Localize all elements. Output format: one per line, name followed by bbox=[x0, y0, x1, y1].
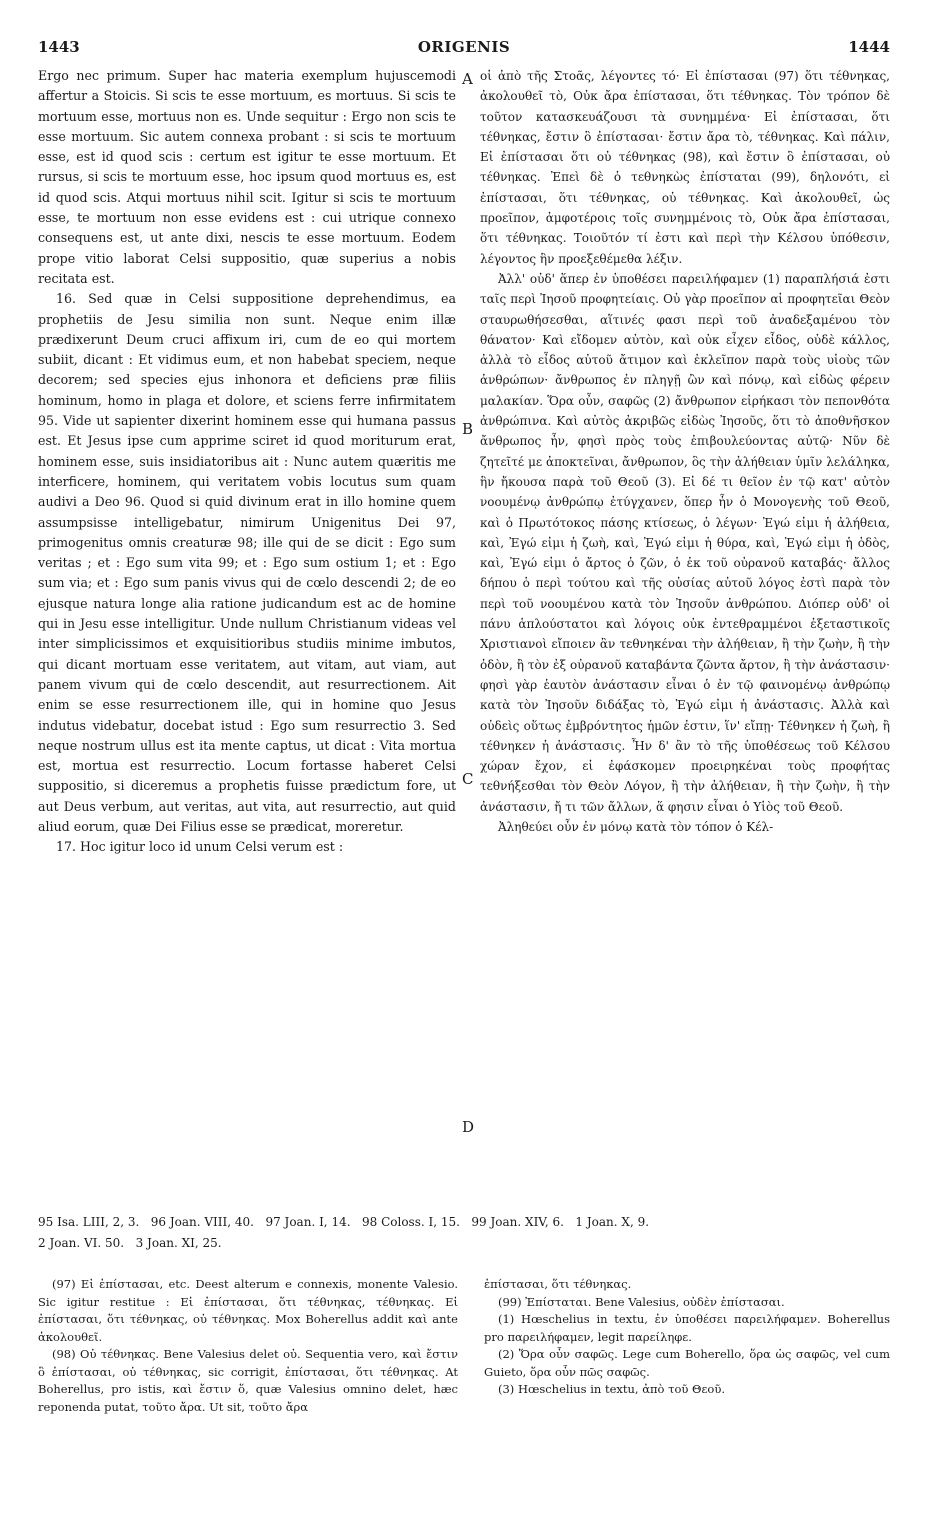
section-marker-d: D bbox=[462, 1118, 475, 1136]
footnote-continuation: ἐπίστασαι, ὅτι τέθνηκας. bbox=[484, 1277, 632, 1291]
running-title: ORIGENIS bbox=[417, 38, 511, 56]
latin-paragraph-1: Ergo nec primum. Super hac materia exemplum hujuscemodi affertur a Stoicis. Si scis te esse mortuum, es mortuus. Si scis te mortuum esse, mortuus non es. Unde sequitur : Ergo non scis te esse mortuum. Sic autem connexa probant : si scis te mortuum esse, est id quod scis : certum est igitur te esse mortuum. Et rursus, si scis te mortuum esse, hoc ipsum quod mortuus es, est id quod scis. Atqui mortuus nihil scit. Igitur si scis te mortuum esse, te mortuum non esse evidens est : cui utrique connexo consequens est, ut ante dixi, nescis te esse mortuum. Eodem prope vitio laborat Celsi suppositio, quæ superius a nobis recitata est. bbox=[38, 68, 456, 286]
footnote: (99) Ἐπίσταται. Bene Valesius, οὐδὲν ἐπίστασαι. bbox=[498, 1294, 785, 1309]
footnote: (3) Hœschelius in textu, ἀπὸ τοῦ Θεοῦ. bbox=[498, 1382, 726, 1396]
footnote: (98) Οὐ τέθνηκας. Bene Valesius delet οὐ. Sequentia vero, καὶ ἔστιν ὃ ἐπίστασαι, οὐ τέθνηκας, sic corrigit, ἐπίστασαι, ὅτι τέθνηκας. At Boherellus, pro istis, καὶ ἔστιν ὅ, quæ Valesius omnino delet, hæc reponenda putat, τοῦτο ἄρα. Ut sit, τοῦτο ἄρα bbox=[38, 1347, 458, 1414]
greek-paragraph-3: Ἀληθεύει οὖν ἐν μόνῳ κατὰ τὸν τόπον ὁ Κέλ- bbox=[498, 819, 774, 834]
reference-item: 97 Joan. I, 14. bbox=[265, 1215, 351, 1229]
latin-column bbox=[38, 66, 456, 1198]
footnote: (2) Ὅρα οὖν σαφῶς. Lege cum Boherello, ὅρα ὡς σαφῶς, vel cum Guieto, ὅρα οὖν πῶς σαφῶς. bbox=[484, 1347, 890, 1379]
footnotes-left bbox=[38, 1276, 458, 1516]
page-number-left: 1443 bbox=[38, 38, 80, 56]
page-header bbox=[38, 38, 890, 62]
greek-paragraph-1: οἱ ἀπὸ τῆς Στοᾶς, λέγοντες τό· Εἰ ἐπίστασαι (97) ὅτι τέθνηκας, ἀκολουθεῖ τὸ, Οὐκ ἄρα ἐπίστασαι, ὅτι τέθνηκας. Τὸν τρόπον δὲ τοῦτον κατασκευάζουσι τὰ συνημμένα· Εἰ ἐπίστασαι, ὅτι τέθνηκας, ἔστιν ὃ ἐπίστασαι· ἔστιν ἄρα τὸ, τέθνηκας. Καὶ πάλιν, Εἰ ἐπίστασαι ὅτι οὐ τέθνηκας (98), καὶ ἔστιν ὃ ἐπίστασαι, οὐ τέθνηκας. Ἐπεὶ δὲ ὁ τεθνηκὼς ἐπίσταται (99), δηλονότι, εἰ ἐπίστασαι, ὅτι τέθνηκας, οὐ τέθνηκας. Καὶ ἀκολουθεῖ, ὡς προεῖπον, ἀμφοτέροις τοῖς συνημμένοις τὸ, Οὐκ ἄρα ἐπίστασαι, ὅτι τέθνηκας. Τοιοῦτόν τί ἐστι καὶ περὶ τὴν Κέλσου ὑπόθεσιν, λέγοντος ἣν προεξεθέμεθα λέξιν. bbox=[480, 69, 890, 266]
section-marker-b: B bbox=[462, 420, 474, 438]
latin-paragraph-2: 16. Sed quæ in Celsi suppositione deprehendimus, ea prophetiis de Jesu similia non sunt. Neque enim illæ prædixerunt Deum cruci affixum iri, cum de eo qui mortem subiit, dicant : Et vidimus eum, et non habebat speciem, neque decorem; sed species ejus inhonora et deficiens præ filiis hominum, homo in plaga et dolore, et sciens ferre infirmitatem 95. Vide ut sapienter dixerint hominem esse qui humana passus est. Et Jesus ipse cum apprime sciret id quod moriturum erat, hominem esse, suis insidiatoribus ait : Nunc autem quæritis me interficere, hominem, qui veritatem vobis locutus sum quam audivi a Deo 96. Quod si quid divinum erat in illo homine quem assumpsisse intelligebatur, nimirum Unigenitus Dei 97, primogenitus omnis creaturæ 98; ille qui de se dicit : Ego sum veritas ; et : Ego sum vita 99; et : Ego sum ostium 1; et : Ego sum via; et : Ego sum panis vivus qui de cœlo descendi 2; de eo ejusque natura longe alia ratione judicandum est ac de homine qui in Jesu esse intelligitur. Unde nullum Christianum videas vel inter simplicissimos et exquisitioribus studiis minime imbutos, qui dicant mortuam esse veritatem, aut vitam, aut viam, aut panem vivum qui de cœlo descendit, aut resurrectionem. Ait enim se esse resurrectionem ille, qui in homine quo Jesus indutus videbatur, docebat istud : Ego sum resurrectio 3. Sed neque nostrum ullus est ita mente captus, ut dicat : Vita mortua est, mortua est resurrectio. Locum fortasse haberet Celsi suppositio, si diceremus a prophetis fuisse prædictum fore, ut aut Deus verbum, aut veritas, aut vita, aut resurrectio, aut quid aliud eorum, quæ Dei Filius esse se prædicat, moreretur. bbox=[38, 291, 456, 834]
page-number-right: 1444 bbox=[848, 38, 890, 56]
reference-item: 3 Joan. XI, 25. bbox=[135, 1236, 222, 1250]
footnote: (1) Hœschelius in textu, ἐν ὑποθέσει παρειλήφαμεν. Boherellus pro παρειλήφαμεν, legit παρείληφε. bbox=[484, 1312, 890, 1344]
greek-paragraph-2: Ἀλλ' οὐδ' ἅπερ ἐν ὑποθέσει παρειλήφαμεν (1) παραπλήσιά ἐστι ταῖς περὶ Ἰησοῦ προφητείαις. Οὐ γὰρ προεῖπον αἱ προφητεῖαι Θεὸν σταυρωθήσεσθαι, αἵτινές φασι περὶ τοῦ ἀναδεξαμένου τὸν θάνατον· Καὶ εἴδομεν αὐτὸν, καὶ οὐκ εἶχεν εἶδος, οὐδὲ κάλλος, ἀλλὰ τὸ εἶδος αὐτοῦ ἄτιμον καὶ ἐκλεῖπον παρὰ τοὺς υἱοὺς τῶν ἀνθρώπων· ἄνθρωπος ἐν πληγῇ ὢν καὶ πόνῳ, καὶ εἰδὼς φέρειν μαλακίαν. Ὅρα οὖν, σαφῶς (2) ἄνθρωπον εἰρήκασι τὸν πεπονθότα ἀνθρώπινα. Καὶ αὐτὸς ἀκριβῶς εἰδὼς Ἰησοῦς, ὅτι τὸ ἀποθνῆσκον ἄνθρωπος ἦν, φησὶ πρὸς τοὺς ἐπιβουλεύοντας αὐτῷ· Νῦν δὲ ζητεῖτέ με ἀποκτεῖναι, ἄνθρωπον, ὃς τὴν ἀλήθειαν ὑμῖν λελάληκα, ἣν ἤκουσα παρὰ τοῦ Θεοῦ (3). Εἰ δέ τι θεῖον ἐν τῷ κατ' αὐτὸν νοουμένῳ ἀνθρώπῳ ἐτύγχανεν, ὅπερ ἦν ὁ Μονογενὴς τοῦ Θεοῦ, καὶ ὁ Πρωτότοκος πάσης κτίσεως, ὁ λέγων· Ἐγώ εἰμι ἡ ἀλήθεια, καὶ, Ἐγώ εἰμι ἡ ζωὴ, καὶ, Ἐγώ εἰμι ἡ θύρα, καὶ, Ἐγώ εἰμι ἡ ὁδὸς, καὶ, Ἐγώ εἰμι ὁ ἄρτος ὁ ζῶν, ὁ ἐκ τοῦ οὐρανοῦ καταβάς· ἄλλος δήπου ὁ περὶ τούτου καὶ τῆς οὐσίας αὐτοῦ λόγος ἐστὶ παρὰ τὸν περὶ τοῦ νοουμένου κατὰ τὸν Ἰησοῦν ἀνθρώπου. Διόπερ οὐδ' οἱ πάνυ ἁπλούστατοι καὶ λόγοις οὐκ ἐντεθραμμένοι ἐξεταστικοῖς Χριστιανοὶ εἴποιεν ἂν τεθνηκέναι τὴν ἀλήθειαν, ἢ τὴν ζωὴν, ἢ τὴν ὁδὸν, ἢ τὸν ἐξ οὐρανοῦ καταβάντα ζῶντα ἄρτον, ἢ τὴν ἀνάστασιν· φησὶ γὰρ ἑαυτὸν ἀνάστασιν εἶναι ὁ ἐν τῷ φαινομένῳ ἀνθρώπῳ κατὰ τὸν Ἰησοῦν διδάξας τὸ, Ἐγώ εἰμι ἡ ἀνάστασις. Ἀλλὰ καὶ οὐδεὶς οὕτως ἐμβρόντητος ἡμῶν ἐστιν, ἵν' εἴπῃ· Τέθνηκεν ἡ ζωὴ, ἢ τέθνηκεν ἡ ἀνάστασις. Ἦν δ' ἂν τὸ τῆς ὑποθέσεως τοῦ Κέλσου χώραν ἔχον, εἰ ἐφάσκομεν προειρηκέναι τοὺς προφήτας τεθνήξεσθαι τὸν Θεὸν Λόγον, ἢ τὴν ἀλήθειαν, ἢ τὴν ζωὴν, ἢ τὴν ἀνάστασιν, ἤ τι τῶν ἄλλων, ἅ φησιν εἶναι ὁ Υἱὸς τοῦ Θεοῦ. bbox=[480, 271, 890, 814]
reference-item: 95 Isa. LIII, 2, 3. bbox=[38, 1215, 140, 1229]
footnotes-right bbox=[484, 1276, 890, 1516]
reference-item: 99 Joan. XIV, 6. bbox=[471, 1215, 564, 1229]
section-marker-c: C bbox=[462, 770, 474, 788]
footnote: (97) Εἰ ἐπίστασαι, etc. Deest alterum e connexis, monente Valesio. Sic igitur restitue : Εἰ ἐπίστασαι, ὅτι τέθνηκας, τέθνηκας. Εἰ ἐπίστασαι, ὅτι τέθνηκας, οὐ τέθνηκας. Mox Boherellus addit καὶ ante ἀκολουθεῖ. bbox=[38, 1277, 458, 1344]
reference-item: 2 Joan. VI. 50. bbox=[38, 1236, 125, 1250]
latin-paragraph-3: 17. Hoc igitur loco id unum Celsi verum est : bbox=[56, 839, 344, 855]
reference-item: 98 Coloss. I, 15. bbox=[361, 1215, 460, 1229]
reference-item: 96 Joan. VIII, 40. bbox=[150, 1215, 254, 1229]
greek-column bbox=[480, 66, 890, 1198]
section-marker-a: A bbox=[462, 70, 473, 88]
scripture-references bbox=[38, 1212, 890, 1254]
reference-item: 1 Joan. X, 9. bbox=[575, 1215, 650, 1229]
